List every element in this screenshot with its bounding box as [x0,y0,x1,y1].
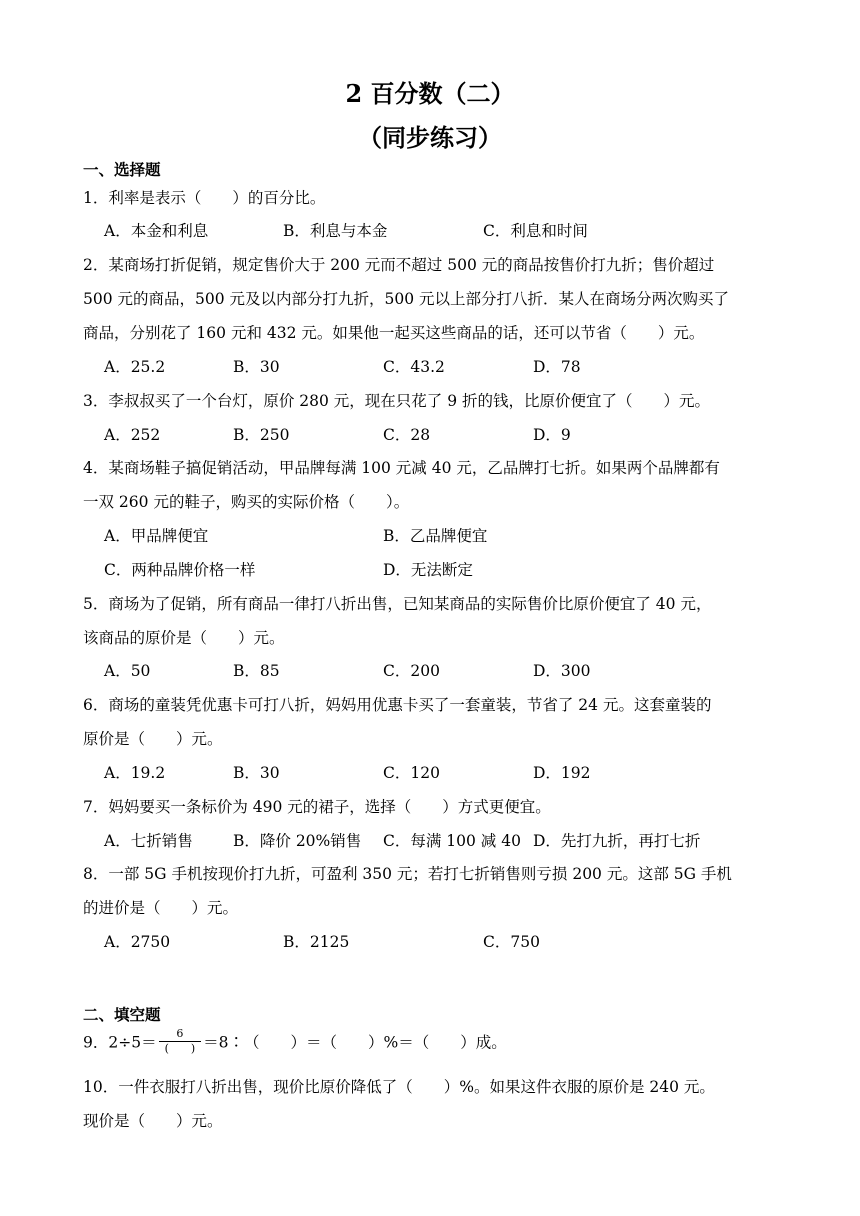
question-7-option-b: B．降价 20%销售 [233,832,362,850]
question-5-option-b: B．85 [233,662,280,680]
question-2-line-3: 商品，分别花了 160 元和 432 元。如果他一起买这些商品的话，还可以节省（ ）元。 [83,324,705,342]
question-1-stem: 1．利率是表示（ ）的百分比。 [83,189,326,207]
page-subtitle: （同步练习） [358,123,502,152]
question-3-stem: 3．李叔叔买了一个台灯，原价 280 元，现在只花了 9 折的钱，比原价便宜了（ ）元。 [83,392,711,410]
question-4-option-c: C．两种品牌价格一样 [104,561,256,579]
question-4-line-2: 一双 260 元的鞋子，购买的实际价格（ ）。 [83,493,410,511]
page-title: 2 百分数（二） [345,79,515,108]
question-3-option-b: B．250 [233,426,290,444]
question-6-option-b: B．30 [233,764,280,782]
question-7-option-a: A．七折销售 [104,832,193,850]
question-6-option-d: D．192 [533,764,591,782]
question-2-option-c: C．43.2 [383,358,445,376]
question-5-line-2: 该商品的原价是（ ）元。 [83,629,285,647]
question-5-option-c: C．200 [383,662,440,680]
question-7-stem: 7．妈妈要买一条标价为 490 元的裙子，选择（ ）方式更便宜。 [83,798,551,816]
question-8-line-2: 的进价是（ ）元。 [83,899,239,917]
question-7-option-c: C．每满 100 减 40 [383,832,521,850]
question-1-option-b: B．利息与本金 [283,222,388,240]
question-3-option-a: A．252 [104,426,161,444]
question-6-option-c: C．120 [383,764,440,782]
question-4-option-a: A．甲品牌便宜 [104,527,209,545]
question-1-option-a: A．本金和利息 [104,222,209,240]
question-3-option-c: C．28 [383,426,431,444]
question-4-option-d: D．无法断定 [383,561,473,579]
fraction-numerator: 6 [176,1027,184,1040]
question-2-option-a: A．25.2 [104,358,166,376]
question-7-option-d: D．先打九折，再打七折 [533,832,701,850]
fraction-denominator: ( ) [164,1042,196,1055]
question-10-line-2: 现价是（ ）元。 [83,1112,223,1130]
question-3-option-d: D．9 [533,426,571,444]
question-4-option-b: B．乙品牌便宜 [383,527,488,545]
question-9-fraction [159,1028,202,1055]
question-10-line-1: 10．一件衣服打八折出售，现价比原价降低了（ ）%。如果这件衣服的原价是 240 元。 [83,1078,715,1096]
question-2-line-2: 500 元的商品，500 元及以内部分打九折，500 元以上部分打八折．某人在商场分两次购买了 [83,290,730,308]
question-6-line-2: 原价是（ ）元。 [83,730,223,748]
section-heading-fill-in: 二、填空题 [83,1006,161,1024]
question-5-option-d: D．300 [533,662,591,680]
question-5-line-1: 5．商场为了促销，所有商品一律打八折出售，已知某商品的实际售价比原价便宜了 40 元， [83,595,712,613]
section-heading-choice: 一、选择题 [83,161,161,179]
question-9-before: 9．2÷5＝ [83,1033,157,1052]
question-5-option-a: A．50 [104,662,151,680]
question-4-line-1: 4．某商场鞋子搞促销活动，甲品牌每满 100 元减 40 元，乙品牌打七折。如果两个品牌都有 [83,459,720,477]
question-6-line-1: 6．商场的童装凭优惠卡可打八折，妈妈用优惠卡买了一套童装，节省了 24 元。这套童装的 [83,696,712,714]
question-9 [83,1027,507,1057]
question-2-line-1: 2．某商场打折促销，规定售价大于 200 元而不超过 500 元的商品按售价打九折；售价超过 [83,256,715,274]
question-6-option-a: A．19.2 [104,764,166,782]
question-9-after: ＝8∶（ ）＝（ ）%＝（ ）成。 [203,1033,507,1052]
question-2-option-b: B．30 [233,358,280,376]
question-2-option-d: D．78 [533,358,581,376]
question-8-option-b: B．2125 [283,933,350,951]
question-8-option-c: C．750 [483,933,540,951]
question-1-option-c: C．利息和时间 [483,222,588,240]
question-8-option-a: A．2750 [104,933,171,951]
question-8-line-1: 8．一部 5G 手机按现价打九折，可盈利 350 元；若打七折销售则亏损 200 元。这部 5G 手机 [83,865,732,883]
